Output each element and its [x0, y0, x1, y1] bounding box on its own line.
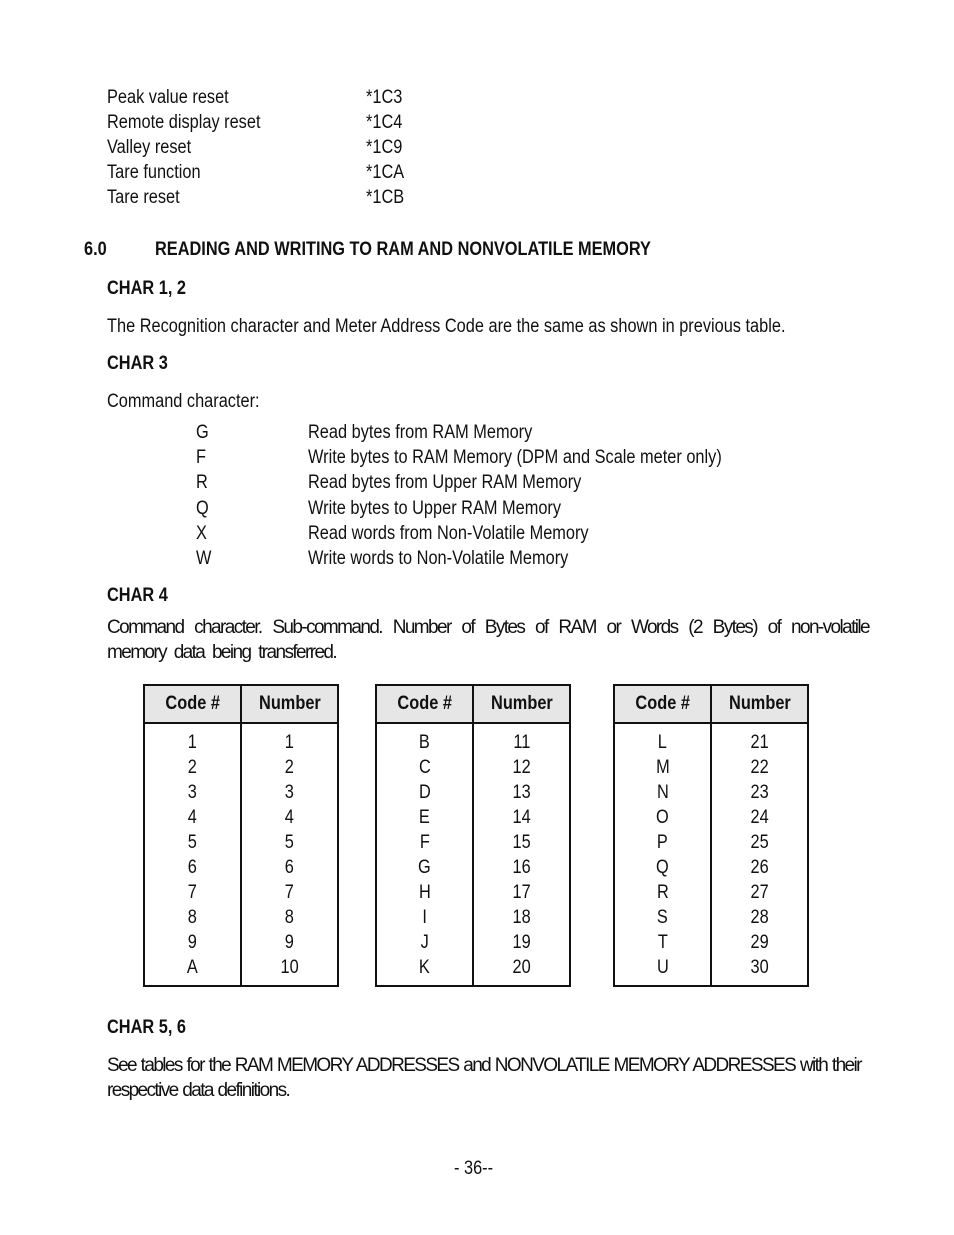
page-number: - 36-- — [454, 1158, 494, 1179]
table-row: 9 9 — [144, 930, 338, 955]
code-label: Tare reset — [107, 187, 180, 208]
command-desc: Write bytes to Upper RAM Memory — [308, 498, 562, 519]
command-char: G — [196, 422, 209, 443]
command-desc: Read words from Non-Volatile Memory — [308, 523, 589, 544]
table-row: H 17 — [376, 880, 570, 905]
command-desc: Read bytes from RAM Memory — [308, 422, 533, 443]
command-char: W — [196, 548, 212, 569]
column-header: Number — [711, 685, 808, 723]
char56-text: See tables for the RAM MEMORY ADDRESSES and NONVOLATILE MEMORY ADDRESSES with their respective data definitions. — [107, 1055, 861, 1101]
table-row: F 15 — [376, 830, 570, 855]
table-row: D 13 — [376, 780, 570, 805]
table-row: L 21 — [614, 730, 808, 755]
table-row: B 11 — [376, 730, 570, 755]
table-row: O 24 — [614, 805, 808, 830]
char12-text: The Recognition character and Meter Address Code are the same as shown in previous table. — [107, 316, 786, 337]
command-desc: Read bytes from Upper RAM Memory — [308, 472, 582, 493]
code-table-1 — [143, 684, 339, 987]
code-table-2 — [375, 684, 571, 987]
table-row: 8 8 — [144, 905, 338, 930]
command-char: X — [196, 523, 207, 544]
code-label: Peak value reset — [107, 87, 229, 108]
table-row: R 27 — [614, 880, 808, 905]
code-label: Valley reset — [107, 137, 192, 158]
char12-heading: CHAR 1, 2 — [107, 278, 186, 299]
table-row: C 12 — [376, 755, 570, 780]
table-row: 3 3 — [144, 780, 338, 805]
table-row: J 19 — [376, 930, 570, 955]
section-title: READING AND WRITING TO RAM AND NONVOLATILE MEMORY — [155, 239, 651, 260]
table-row: K 20 — [376, 955, 570, 986]
table-row: S 28 — [614, 905, 808, 930]
table-row: N 23 — [614, 780, 808, 805]
column-header: Code # — [614, 685, 711, 723]
table-row: Q 26 — [614, 855, 808, 880]
code-label: Remote display reset — [107, 112, 261, 133]
column-header: Number — [473, 685, 570, 723]
command-char: Q — [196, 498, 209, 519]
char56-heading: CHAR 5, 6 — [107, 1017, 186, 1038]
table-row: 7 7 — [144, 880, 338, 905]
char4-text: Command character. Sub-command. Number of Bytes of RAM or Words (2 Bytes) of non-volatile memory data being transferred. — [107, 617, 869, 663]
table-row: P 25 — [614, 830, 808, 855]
command-desc: Write bytes to RAM Memory (DPM and Scale meter only) — [308, 447, 722, 468]
code-value: *1C3 — [366, 87, 403, 108]
command-char: R — [196, 472, 208, 493]
char3-heading: CHAR 3 — [107, 353, 168, 374]
code-value: *1C4 — [366, 112, 403, 133]
table-row: M 22 — [614, 755, 808, 780]
section-number: 6.0 — [84, 239, 107, 260]
command-char: F — [196, 447, 206, 468]
table-row: 4 4 — [144, 805, 338, 830]
table-row: A 10 — [144, 955, 338, 986]
table-row: E 14 — [376, 805, 570, 830]
column-header: Number — [241, 685, 338, 723]
table-row: 2 2 — [144, 755, 338, 780]
code-label: Tare function — [107, 162, 201, 183]
code-value: *1CB — [366, 187, 405, 208]
code-table-3 — [613, 684, 809, 987]
table-row: G 16 — [376, 855, 570, 880]
table-row: 6 6 — [144, 855, 338, 880]
table-row: 5 5 — [144, 830, 338, 855]
table-row: T 29 — [614, 930, 808, 955]
column-header: Code # — [144, 685, 241, 723]
table-row: U 30 — [614, 955, 808, 986]
char4-heading: CHAR 4 — [107, 585, 168, 606]
char3-intro: Command character: — [107, 391, 260, 412]
code-value: *1CA — [366, 162, 405, 183]
command-desc: Write words to Non-Volatile Memory — [308, 548, 569, 569]
code-value: *1C9 — [366, 137, 403, 158]
table-row: 1 1 — [144, 730, 338, 755]
table-row: I 18 — [376, 905, 570, 930]
column-header: Code # — [376, 685, 473, 723]
